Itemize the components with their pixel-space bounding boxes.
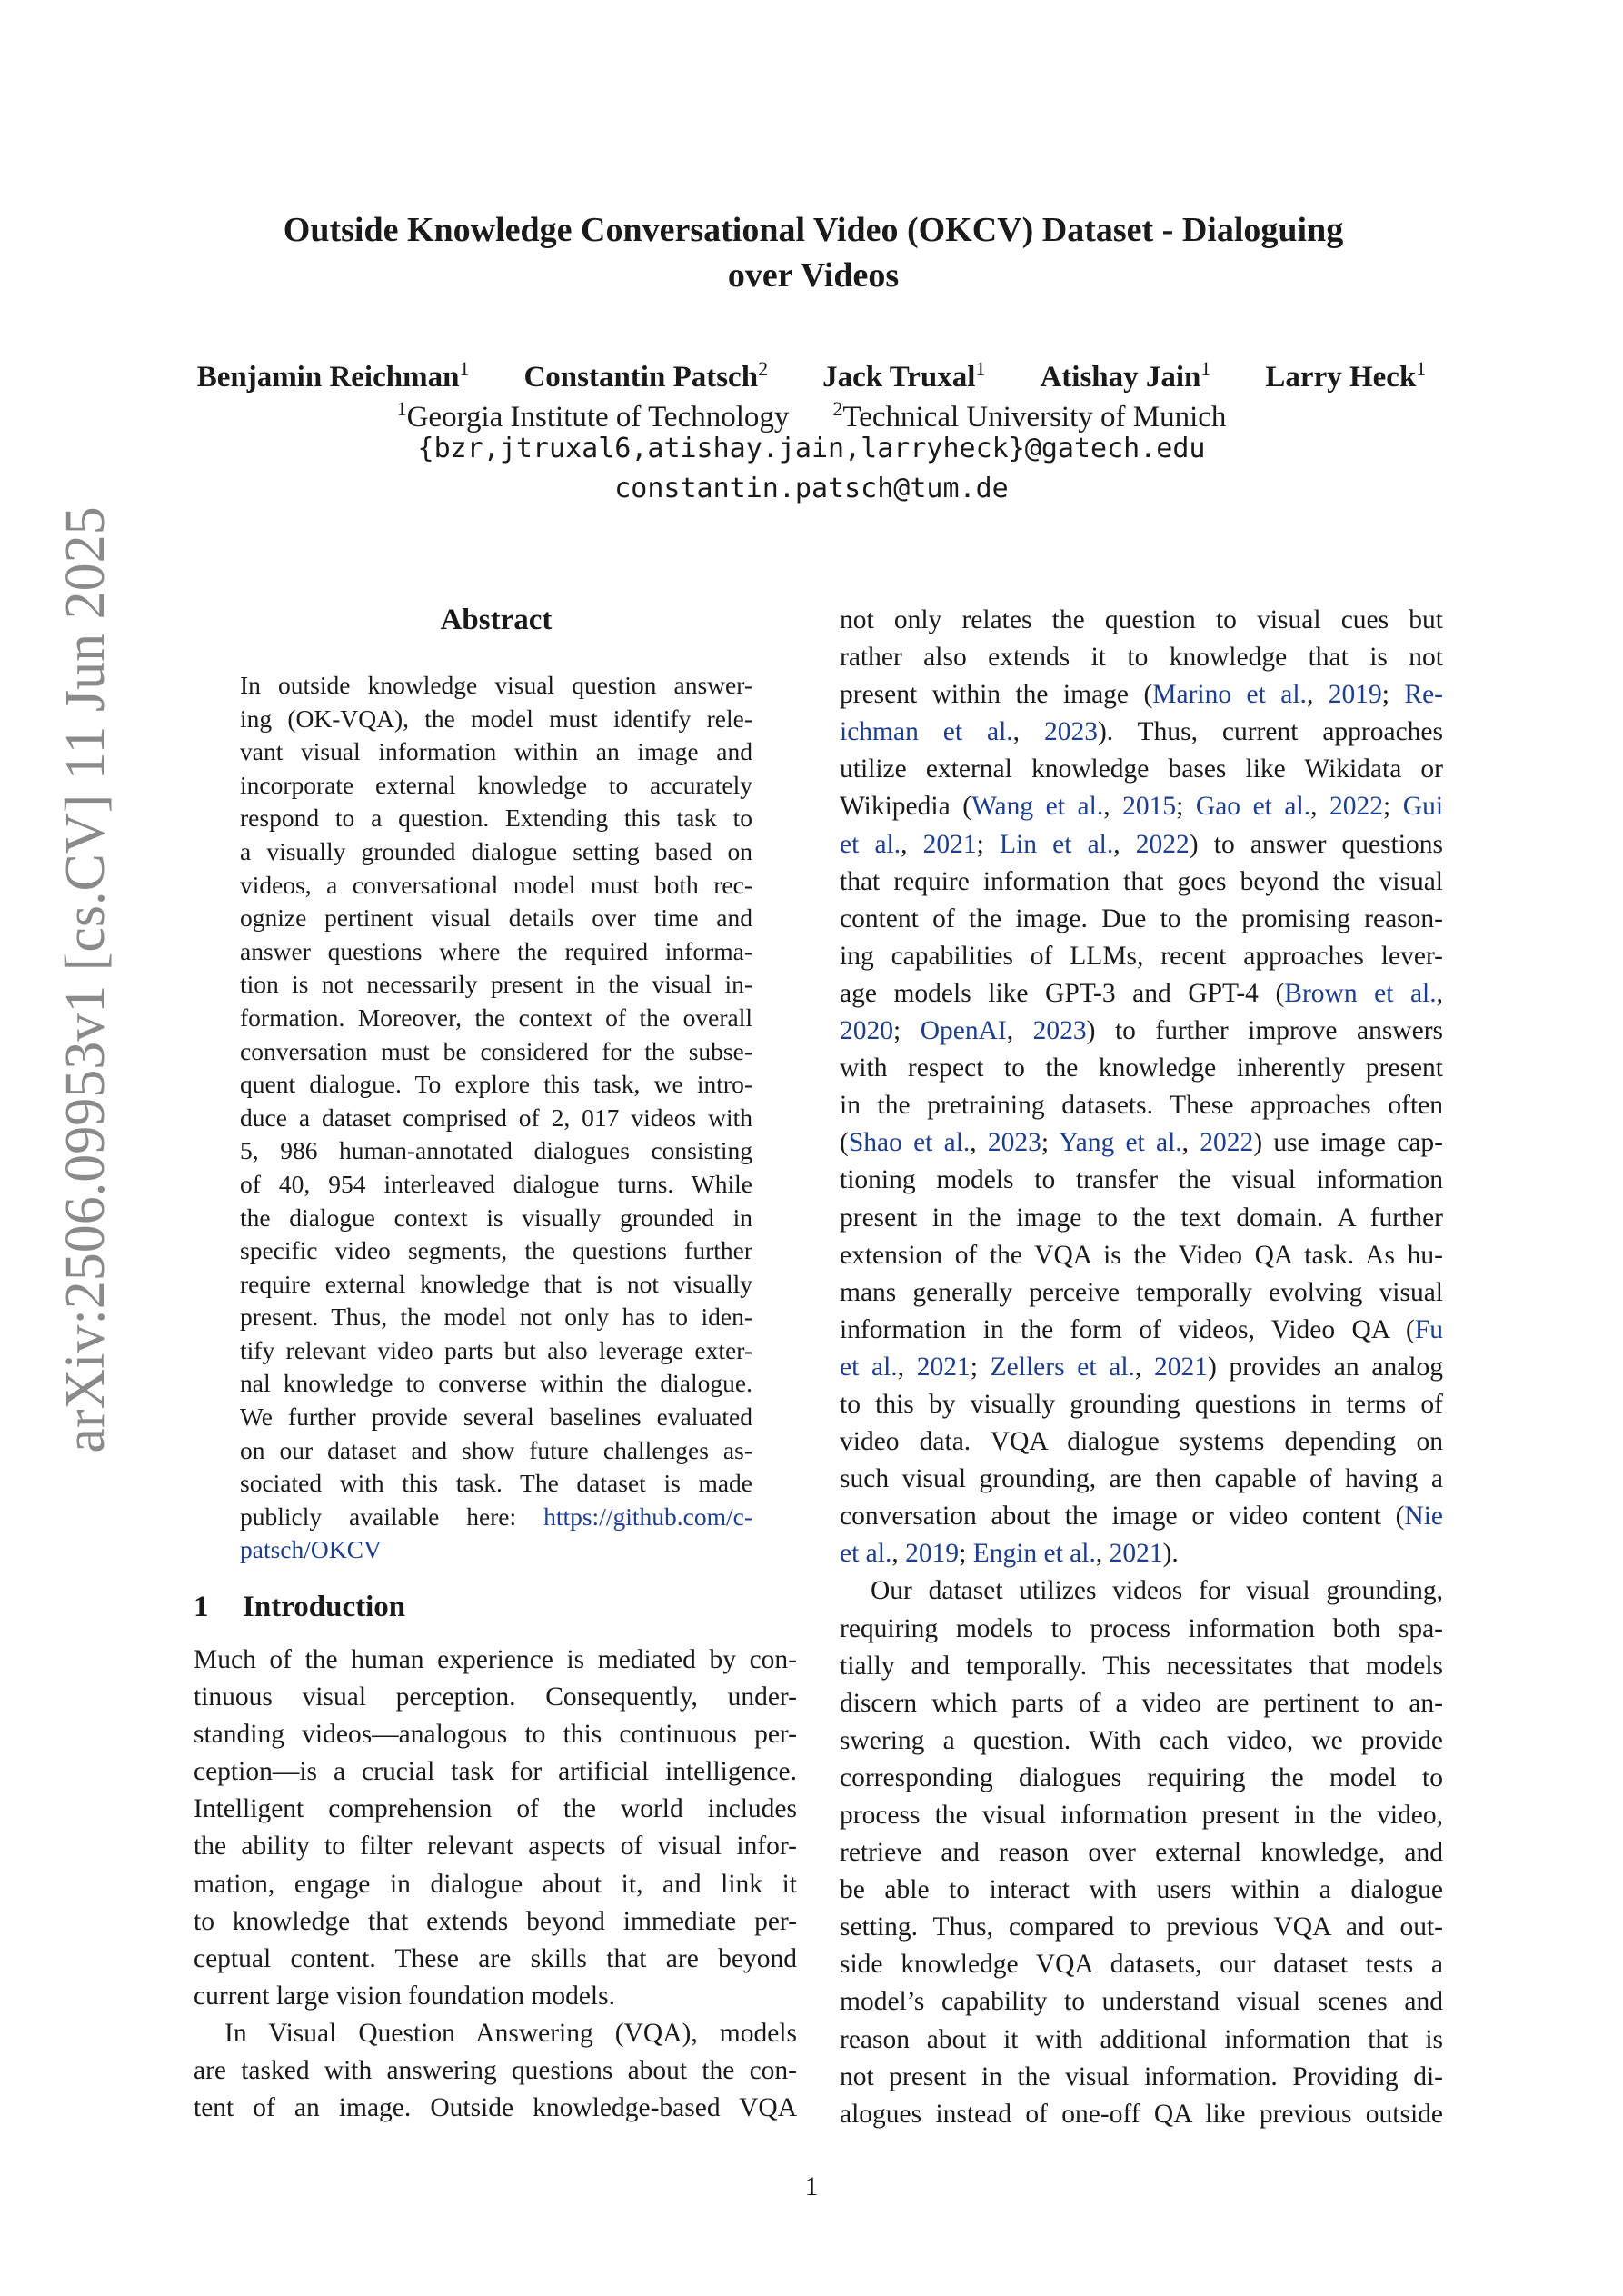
citation-link[interactable]: Re- [1404,680,1443,710]
citation-link[interactable]: Yang et al. [1059,1128,1182,1158]
citation-link[interactable]: 2022 [1200,1128,1254,1158]
body-text-line: content of the image. Due to the promising reason- [840,903,1443,933]
left-column-body [194,1642,797,2127]
body-text-line: ceptual content. These are skills that are beyond [194,1943,797,1973]
citation-link[interactable]: OpenAI [920,1016,1007,1046]
body-text-line: present within the image (Marino et al., 2019; Re- [840,680,1443,710]
citation-link[interactable]: 2022 [1329,792,1384,822]
citation-link[interactable]: 2023 [1032,1016,1087,1046]
body-text-line: to this by visually grounding questions in terms of [840,1389,1443,1419]
abstract-line: conversation must be considered for the subse- [240,1036,752,1065]
body-text-line: (Shao et al., 2023; Yang et al., 2022) use image cap- [840,1128,1443,1158]
body-text-line: requiring models to process information both spa- [840,1613,1443,1643]
right-column-body [840,602,1443,2133]
section-number: 1 [194,1591,209,1623]
abstract-line: vant visual information within an image and [240,737,752,766]
section-heading-introduction [194,1587,405,1627]
abstract-line: respond to a question. Extending this task to [240,804,752,833]
abstract-line: ognize pertinent visual details over time and [240,903,752,933]
abstract-line: 5, 986 human-annotated dialogues consisting [240,1136,752,1165]
body-text-line: setting. Thus, compared to previous VQA and out- [840,1912,1443,1942]
abstract-line: tify relevant video parts but also leverage exter- [240,1335,752,1364]
citation-link[interactable]: 2022 [1135,829,1190,859]
abstract-line: ing (OK-VQA), the model must identify rele- [240,704,752,733]
author-name: Jack Truxal$^1$ [822,357,986,394]
body-text-line: corresponding dialogues requiring the model to [840,1762,1443,1792]
body-text-line: such visual grounding, are then capable of having a [840,1464,1443,1494]
citation-link[interactable]: Lin et al. [1000,829,1114,859]
paper-title-line-2: over Videos [727,256,900,294]
citation-link[interactable]: 2023 [987,1128,1041,1158]
body-text-line: process the visual information present in the video, [840,1801,1443,1830]
citation-link[interactable]: Shao et al. [848,1128,971,1158]
body-text-line: ichman et al., 2023). Thus, current approaches [840,717,1444,747]
abstract-line: We further provide several baselines evaluated [240,1403,752,1432]
abstract-body [240,669,752,1567]
author-name: Atishay Jain$^1$ [1040,357,1211,394]
body-text-line: standing videos—analogous to this continuous per- [194,1720,797,1750]
body-text-line: ception—is a crucial task for artificial intelligence. [194,1757,797,1787]
abstract-line: require external knowledge that is not visually [240,1269,752,1298]
abstract-line: quent dialogue. To explore this task, we intro- [240,1070,752,1099]
page-number: 1 [804,2171,819,2201]
abstract-line: videos, a conversational model must both rec- [240,870,752,899]
citation-link[interactable]: 2019 [1328,680,1382,710]
body-text-line: 2020; OpenAI, 2023) to further improve answers [840,1016,1444,1046]
affiliation: $^2$Technical University of Munich [832,397,1227,434]
citation-link[interactable]: Nie [1404,1502,1443,1532]
author-name: Larry Heck$^1$ [1265,357,1427,394]
body-text-line: et al., 2021; Zellers et al., 2021) provides an analog [840,1352,1443,1382]
citation-link[interactable]: ichman et al. [840,717,1013,747]
body-text-line: discern which parts of a video are pertinent to an- [840,1688,1443,1718]
abstract-heading: Abstract [440,604,553,636]
body-text-line: swering a question. With each video, we provide [840,1725,1443,1755]
citation-link[interactable]: 2021 [1109,1539,1163,1569]
body-text-line: to knowledge that extends beyond immediate per- [194,1906,797,1936]
body-text-line: conversation about the image or video content (Nie [840,1502,1443,1532]
citation-link[interactable]: 2021 [1153,1352,1208,1382]
abstract-line: answer questions where the required informa- [240,936,752,965]
citation-link[interactable]: 2020 [840,1016,893,1046]
affiliation-marker: 2 [758,357,769,380]
abstract-line: sociated with this task. The dataset is made [240,1469,752,1498]
body-text-line: tent of an image. Outside knowledge-based VQA [194,2093,797,2123]
body-text-line: et al., 2021; Lin et al., 2022) to answer questions [840,829,1443,859]
abstract-line [240,1533,752,1567]
body-text-line: with respect to the knowledge inherently present [840,1053,1443,1083]
affiliation-marker: 1 [459,357,470,380]
body-text-line: not only relates the question to visual cues but [840,605,1443,634]
abstract-line: present. Thus, the model not only has to iden- [240,1303,752,1332]
citation-link[interactable]: 2021 [916,1352,971,1382]
abstract-line: incorporate external knowledge to accurately [240,770,752,799]
abstract-line: the dialogue context is visually grounded in [240,1203,752,1232]
body-text-line: are tasked with answering questions about the con- [194,2056,797,2086]
paper-title [127,207,1499,298]
body-text-line: ing capabilities of LLMs, recent approaches lever- [840,941,1443,971]
citation-link[interactable]: et al. [840,829,901,859]
citation-link[interactable]: et al. [840,1352,898,1382]
affiliation-marker: 2 [832,397,843,420]
abstract-line: on our dataset and show future challenges as- [240,1435,752,1464]
body-text-line: mans generally perceive temporally evolving visual [840,1277,1443,1307]
body-text-line: tioning models to transfer the visual information [840,1165,1443,1195]
author-name: Benjamin Reichman$^1$ [196,357,470,394]
abstract-line: formation. Moreover, the context of the overall [240,1003,752,1032]
citation-link[interactable]: Marino et al. [1152,680,1307,710]
citation-link[interactable]: 2023 [1043,717,1098,747]
body-text-line: In Visual Question Answering (VQA), models [224,2018,797,2048]
abstract-line: nal knowledge to converse within the dialogue. [240,1369,752,1398]
body-text-line: the ability to filter relevant aspects of visual infor- [194,1832,797,1862]
abstract-line: of 40, 954 interleaved dialogue turns. While [240,1169,752,1198]
citation-link[interactable]: Wang et al. [971,792,1104,822]
body-text-line: rather also extends it to knowledge that is not [840,643,1443,673]
abstract-line: In outside knowledge visual question answer- [240,671,752,699]
affiliation-marker: 1 [975,357,986,380]
body-text-line: video data. VQA dialogue systems depending on [840,1427,1443,1457]
citation-link[interactable]: et al. [840,1539,892,1569]
citation-link[interactable]: Brown et al. [1284,978,1437,1008]
abstract-line: specific video segments, the questions further [240,1236,752,1265]
abstract-line: publicly available here: https://github.com/c- [240,1502,752,1531]
body-text-line: side knowledge VQA datasets, our dataset tests a [840,1950,1443,1980]
body-text-line: that require information that goes beyond the visual [840,866,1443,896]
body-text-line: et al., 2019; Engin et al., 2021). [840,1539,1179,1569]
abstract-line: duce a dataset comprised of 2, 017 videos with [240,1103,752,1132]
affiliation: $^1$Georgia Institute of Technology [396,397,790,434]
author-name: Constantin Patsch$^2$ [523,357,769,394]
email-line-1: {bzr,jtruxal6,atishay.jain,larryheck}@gatech.edu [417,433,1206,464]
body-text-line: Intelligent comprehension of the world includes [194,1794,797,1824]
email-line-2: constantin.patsch@tum.de [614,473,1009,504]
body-text-line: model’s capability to understand visual scenes and [840,1987,1443,2017]
citation-link[interactable]: Gui [1402,792,1444,822]
body-text-line: retrieve and reason over external knowledge, and [840,1838,1443,1868]
body-text-line: Much of the human experience is mediated by con- [194,1645,797,1674]
citation-link[interactable]: Fu [1414,1314,1443,1344]
body-text-line: not present in the visual information. Providing di- [840,2061,1443,2091]
body-text-line: mation, engage in dialogue about it, and link it [194,1869,797,1899]
citation-link[interactable]: 2021 [922,829,977,859]
body-text-line: tially and temporally. This necessitates that models [840,1651,1443,1681]
section-title: Introduction [243,1591,406,1623]
body-text-line: information in the form of videos, Video QA (Fu [840,1314,1443,1344]
dataset-link[interactable]: https://github.com/c- [543,1502,752,1531]
citation-link[interactable]: 2019 [905,1539,960,1569]
body-text-line: present in the image to the text domain. A further [840,1203,1443,1233]
body-text-line: tinuous visual perception. Consequently, under- [194,1682,797,1712]
abstract-line: a visually grounded dialogue setting based on [240,836,752,865]
body-text-line: Wikipedia (Wang et al., 2015; Gao et al., 2022; Gui [840,792,1444,822]
citation-link[interactable]: Gao et al. [1195,792,1311,822]
body-text-line: reason about it with additional information that is [840,2024,1443,2054]
body-text-line: age models like GPT-3 and GPT-4 (Brown et al., [840,978,1444,1008]
body-text-line: Our dataset utilizes videos for visual grounding, [871,1576,1443,1606]
citation-link[interactable]: Zellers et al. [990,1352,1135,1382]
paper-title-line-1: Outside Knowledge Conversational Video (OKCV) Dataset - Dialoguing [283,211,1344,249]
body-text-line: extension of the VQA is the Video QA task. As hu- [840,1240,1443,1270]
affiliation-marker: 1 [396,397,407,420]
abstract-line: tion is not necessarily present in the visual in- [240,970,752,999]
affiliation-marker: 1 [1200,357,1211,380]
body-text-line: current large vision foundation models. [194,1981,615,2011]
affiliation-marker: 1 [1416,357,1427,380]
citation-link[interactable]: 2015 [1122,792,1177,822]
body-text-line: utilize external knowledge bases like Wikidata or [840,754,1443,784]
dataset-link[interactable]: patsch/OKCV [240,1535,382,1564]
arxiv-identifier: arXiv:2506.09953v1 [cs.CV] 11 Jun 2025 [55,506,116,1453]
citation-link[interactable]: Engin et al. [972,1539,1096,1569]
body-text-line: alogues instead of one-off QA like previous outside [840,2099,1443,2129]
body-text-line: be able to interact with users within a dialogue [840,1875,1443,1905]
body-text-line: in the pretraining datasets. These approaches often [840,1091,1443,1121]
